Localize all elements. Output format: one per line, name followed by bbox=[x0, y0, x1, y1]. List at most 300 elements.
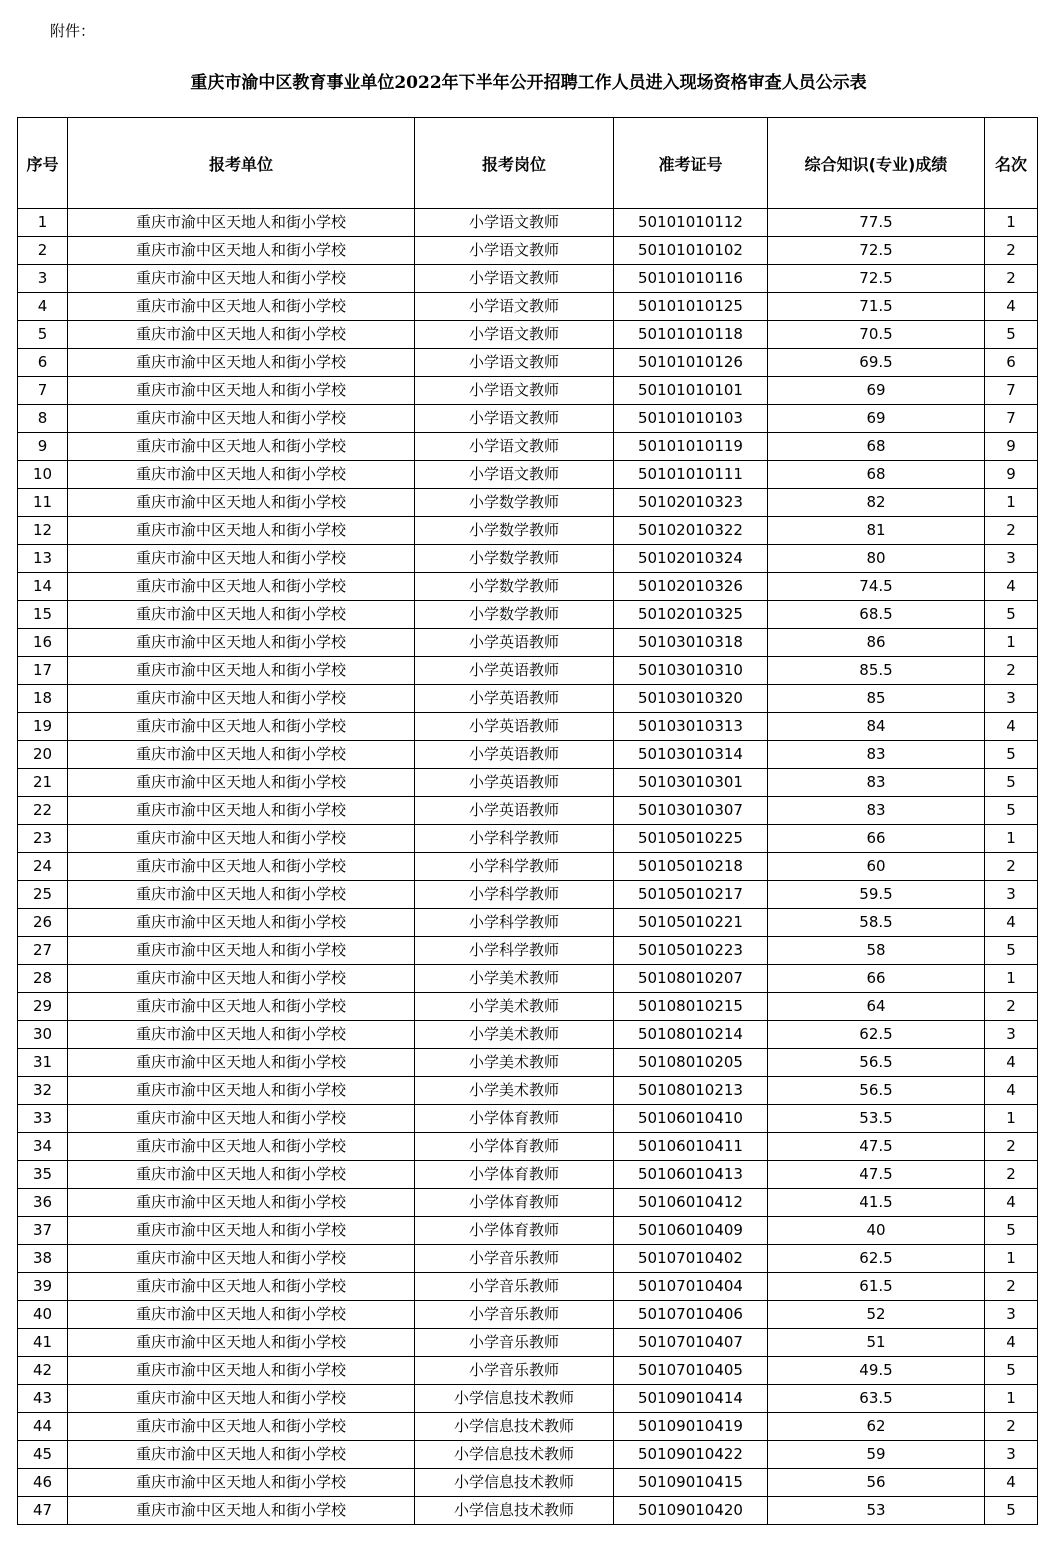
cell-unit: 重庆市渝中区天地人和街小学校 bbox=[68, 853, 415, 881]
cell-position: 小学数学教师 bbox=[415, 545, 614, 573]
cell-score: 62.5 bbox=[768, 1021, 985, 1049]
cell-rank: 4 bbox=[985, 293, 1038, 321]
cell-unit: 重庆市渝中区天地人和街小学校 bbox=[68, 1273, 415, 1301]
cell-ticket-number: 50105010217 bbox=[614, 881, 768, 909]
cell-rank: 7 bbox=[985, 405, 1038, 433]
table-row bbox=[18, 1301, 1038, 1329]
cell-ticket-number: 50102010326 bbox=[614, 573, 768, 601]
header-position: 报考岗位 bbox=[415, 118, 614, 209]
cell-position: 小学语文教师 bbox=[415, 209, 614, 237]
cell-score: 59 bbox=[768, 1441, 985, 1469]
cell-index: 28 bbox=[18, 965, 68, 993]
cell-index: 3 bbox=[18, 265, 68, 293]
cell-index: 16 bbox=[18, 629, 68, 657]
cell-position: 小学科学教师 bbox=[415, 853, 614, 881]
cell-position: 小学英语教师 bbox=[415, 657, 614, 685]
cell-ticket-number: 50101010103 bbox=[614, 405, 768, 433]
cell-index: 4 bbox=[18, 293, 68, 321]
cell-position: 小学体育教师 bbox=[415, 1105, 614, 1133]
table-row bbox=[18, 797, 1038, 825]
cell-score: 40 bbox=[768, 1217, 985, 1245]
header-index: 序号 bbox=[18, 118, 68, 209]
cell-unit: 重庆市渝中区天地人和街小学校 bbox=[68, 797, 415, 825]
cell-unit: 重庆市渝中区天地人和街小学校 bbox=[68, 1441, 415, 1469]
cell-ticket-number: 50106010412 bbox=[614, 1189, 768, 1217]
cell-position: 小学音乐教师 bbox=[415, 1357, 614, 1385]
cell-position: 小学语文教师 bbox=[415, 433, 614, 461]
cell-unit: 重庆市渝中区天地人和街小学校 bbox=[68, 601, 415, 629]
cell-position: 小学语文教师 bbox=[415, 237, 614, 265]
cell-ticket-number: 50109010414 bbox=[614, 1385, 768, 1413]
cell-ticket-number: 50106010410 bbox=[614, 1105, 768, 1133]
cell-ticket-number: 50106010411 bbox=[614, 1133, 768, 1161]
cell-ticket-number: 50108010214 bbox=[614, 1021, 768, 1049]
cell-score: 80 bbox=[768, 545, 985, 573]
cell-index: 27 bbox=[18, 937, 68, 965]
cell-score: 51 bbox=[768, 1329, 985, 1357]
cell-position: 小学英语教师 bbox=[415, 713, 614, 741]
cell-position: 小学英语教师 bbox=[415, 769, 614, 797]
cell-rank: 2 bbox=[985, 517, 1038, 545]
cell-rank: 2 bbox=[985, 1161, 1038, 1189]
cell-unit: 重庆市渝中区天地人和街小学校 bbox=[68, 1105, 415, 1133]
table-row bbox=[18, 321, 1038, 349]
cell-position: 小学音乐教师 bbox=[415, 1273, 614, 1301]
cell-rank: 2 bbox=[985, 237, 1038, 265]
cell-ticket-number: 50105010218 bbox=[614, 853, 768, 881]
table-row bbox=[18, 1469, 1038, 1497]
cell-ticket-number: 50102010322 bbox=[614, 517, 768, 545]
cell-score: 68 bbox=[768, 433, 985, 461]
cell-ticket-number: 50102010324 bbox=[614, 545, 768, 573]
table-row bbox=[18, 741, 1038, 769]
cell-rank: 1 bbox=[985, 489, 1038, 517]
cell-rank: 3 bbox=[985, 1441, 1038, 1469]
document-title: 重庆市渝中区教育事业单位2022年下半年公开招聘工作人员进入现场资格审查人员公示表 bbox=[190, 73, 867, 93]
table-row bbox=[18, 1189, 1038, 1217]
cell-unit: 重庆市渝中区天地人和街小学校 bbox=[68, 965, 415, 993]
cell-rank: 2 bbox=[985, 1133, 1038, 1161]
cell-position: 小学科学教师 bbox=[415, 937, 614, 965]
cell-rank: 3 bbox=[985, 1021, 1038, 1049]
cell-rank: 1 bbox=[985, 629, 1038, 657]
cell-position: 小学英语教师 bbox=[415, 741, 614, 769]
table-row bbox=[18, 1497, 1038, 1525]
cell-unit: 重庆市渝中区天地人和街小学校 bbox=[68, 825, 415, 853]
cell-ticket-number: 50101010112 bbox=[614, 209, 768, 237]
cell-position: 小学体育教师 bbox=[415, 1133, 614, 1161]
cell-unit: 重庆市渝中区天地人和街小学校 bbox=[68, 1245, 415, 1273]
cell-ticket-number: 50109010415 bbox=[614, 1469, 768, 1497]
cell-score: 83 bbox=[768, 797, 985, 825]
cell-position: 小学英语教师 bbox=[415, 797, 614, 825]
cell-ticket-number: 50109010422 bbox=[614, 1441, 768, 1469]
cell-rank: 2 bbox=[985, 993, 1038, 1021]
cell-ticket-number: 50102010323 bbox=[614, 489, 768, 517]
header-score: 综合知识(专业)成绩 bbox=[768, 118, 985, 209]
cell-index: 42 bbox=[18, 1357, 68, 1385]
table-row bbox=[18, 1441, 1038, 1469]
cell-unit: 重庆市渝中区天地人和街小学校 bbox=[68, 461, 415, 489]
cell-index: 20 bbox=[18, 741, 68, 769]
cell-index: 41 bbox=[18, 1329, 68, 1357]
cell-position: 小学美术教师 bbox=[415, 1077, 614, 1105]
table-row bbox=[18, 1161, 1038, 1189]
cell-unit: 重庆市渝中区天地人和街小学校 bbox=[68, 909, 415, 937]
cell-position: 小学体育教师 bbox=[415, 1161, 614, 1189]
table-row bbox=[18, 1105, 1038, 1133]
cell-ticket-number: 50108010205 bbox=[614, 1049, 768, 1077]
cell-score: 83 bbox=[768, 769, 985, 797]
cell-index: 8 bbox=[18, 405, 68, 433]
table-row bbox=[18, 1385, 1038, 1413]
header-ticket-number: 准考证号 bbox=[614, 118, 768, 209]
cell-index: 17 bbox=[18, 657, 68, 685]
cell-unit: 重庆市渝中区天地人和街小学校 bbox=[68, 433, 415, 461]
cell-ticket-number: 50107010402 bbox=[614, 1245, 768, 1273]
cell-unit: 重庆市渝中区天地人和街小学校 bbox=[68, 1301, 415, 1329]
cell-rank: 3 bbox=[985, 881, 1038, 909]
cell-position: 小学美术教师 bbox=[415, 1049, 614, 1077]
cell-score: 68.5 bbox=[768, 601, 985, 629]
cell-score: 72.5 bbox=[768, 265, 985, 293]
cell-score: 84 bbox=[768, 713, 985, 741]
cell-score: 85 bbox=[768, 685, 985, 713]
cell-ticket-number: 50101010119 bbox=[614, 433, 768, 461]
cell-rank: 5 bbox=[985, 1497, 1038, 1525]
cell-unit: 重庆市渝中区天地人和街小学校 bbox=[68, 1217, 415, 1245]
cell-ticket-number: 50105010223 bbox=[614, 937, 768, 965]
table-row bbox=[18, 1245, 1038, 1273]
cell-score: 72.5 bbox=[768, 237, 985, 265]
cell-unit: 重庆市渝中区天地人和街小学校 bbox=[68, 209, 415, 237]
cell-position: 小学信息技术教师 bbox=[415, 1497, 614, 1525]
cell-score: 69 bbox=[768, 377, 985, 405]
header-rank: 名次 bbox=[985, 118, 1038, 209]
cell-unit: 重庆市渝中区天地人和街小学校 bbox=[68, 1189, 415, 1217]
table-row bbox=[18, 489, 1038, 517]
cell-unit: 重庆市渝中区天地人和街小学校 bbox=[68, 489, 415, 517]
cell-index: 9 bbox=[18, 433, 68, 461]
cell-score: 86 bbox=[768, 629, 985, 657]
cell-ticket-number: 50101010102 bbox=[614, 237, 768, 265]
cell-rank: 3 bbox=[985, 545, 1038, 573]
cell-rank: 3 bbox=[985, 685, 1038, 713]
cell-rank: 1 bbox=[985, 1105, 1038, 1133]
cell-rank: 5 bbox=[985, 769, 1038, 797]
cell-score: 83 bbox=[768, 741, 985, 769]
cell-index: 6 bbox=[18, 349, 68, 377]
cell-unit: 重庆市渝中区天地人和街小学校 bbox=[68, 1161, 415, 1189]
cell-rank: 4 bbox=[985, 1469, 1038, 1497]
cell-index: 32 bbox=[18, 1077, 68, 1105]
table-row bbox=[18, 769, 1038, 797]
cell-score: 59.5 bbox=[768, 881, 985, 909]
cell-score: 61.5 bbox=[768, 1273, 985, 1301]
cell-score: 56.5 bbox=[768, 1049, 985, 1077]
cell-ticket-number: 50109010419 bbox=[614, 1413, 768, 1441]
cell-score: 68 bbox=[768, 461, 985, 489]
cell-index: 47 bbox=[18, 1497, 68, 1525]
cell-score: 47.5 bbox=[768, 1161, 985, 1189]
cell-rank: 1 bbox=[985, 965, 1038, 993]
cell-score: 69 bbox=[768, 405, 985, 433]
cell-index: 35 bbox=[18, 1161, 68, 1189]
cell-position: 小学音乐教师 bbox=[415, 1245, 614, 1273]
cell-index: 2 bbox=[18, 237, 68, 265]
cell-score: 69.5 bbox=[768, 349, 985, 377]
cell-position: 小学科学教师 bbox=[415, 825, 614, 853]
cell-score: 64 bbox=[768, 993, 985, 1021]
table-row bbox=[18, 1077, 1038, 1105]
cell-index: 7 bbox=[18, 377, 68, 405]
cell-ticket-number: 50109010420 bbox=[614, 1497, 768, 1525]
table-row bbox=[18, 1217, 1038, 1245]
cell-position: 小学体育教师 bbox=[415, 1189, 614, 1217]
cell-score: 81 bbox=[768, 517, 985, 545]
cell-score: 85.5 bbox=[768, 657, 985, 685]
cell-index: 39 bbox=[18, 1273, 68, 1301]
cell-index: 29 bbox=[18, 993, 68, 1021]
table-row bbox=[18, 209, 1038, 237]
cell-unit: 重庆市渝中区天地人和街小学校 bbox=[68, 237, 415, 265]
table-row bbox=[18, 685, 1038, 713]
cell-unit: 重庆市渝中区天地人和街小学校 bbox=[68, 377, 415, 405]
cell-rank: 4 bbox=[985, 573, 1038, 601]
cell-ticket-number: 50101010118 bbox=[614, 321, 768, 349]
cell-position: 小学数学教师 bbox=[415, 601, 614, 629]
cell-index: 37 bbox=[18, 1217, 68, 1245]
cell-index: 13 bbox=[18, 545, 68, 573]
cell-unit: 重庆市渝中区天地人和街小学校 bbox=[68, 713, 415, 741]
cell-rank: 4 bbox=[985, 713, 1038, 741]
cell-position: 小学信息技术教师 bbox=[415, 1385, 614, 1413]
cell-unit: 重庆市渝中区天地人和街小学校 bbox=[68, 685, 415, 713]
cell-unit: 重庆市渝中区天地人和街小学校 bbox=[68, 1133, 415, 1161]
cell-ticket-number: 50106010413 bbox=[614, 1161, 768, 1189]
cell-ticket-number: 50101010101 bbox=[614, 377, 768, 405]
cell-rank: 5 bbox=[985, 321, 1038, 349]
cell-unit: 重庆市渝中区天地人和街小学校 bbox=[68, 1497, 415, 1525]
cell-score: 62.5 bbox=[768, 1245, 985, 1273]
cell-rank: 2 bbox=[985, 657, 1038, 685]
table-row bbox=[18, 461, 1038, 489]
cell-rank: 5 bbox=[985, 937, 1038, 965]
table-row bbox=[18, 853, 1038, 881]
cell-rank: 5 bbox=[985, 1217, 1038, 1245]
cell-ticket-number: 50105010225 bbox=[614, 825, 768, 853]
table-row bbox=[18, 349, 1038, 377]
cell-score: 62 bbox=[768, 1413, 985, 1441]
cell-index: 1 bbox=[18, 209, 68, 237]
cell-position: 小学语文教师 bbox=[415, 265, 614, 293]
cell-rank: 1 bbox=[985, 825, 1038, 853]
cell-ticket-number: 50103010307 bbox=[614, 797, 768, 825]
cell-position: 小学数学教师 bbox=[415, 489, 614, 517]
cell-position: 小学语文教师 bbox=[415, 461, 614, 489]
cell-unit: 重庆市渝中区天地人和街小学校 bbox=[68, 405, 415, 433]
cell-ticket-number: 50107010404 bbox=[614, 1273, 768, 1301]
cell-unit: 重庆市渝中区天地人和街小学校 bbox=[68, 1077, 415, 1105]
cell-ticket-number: 50105010221 bbox=[614, 909, 768, 937]
table-row bbox=[18, 545, 1038, 573]
cell-score: 49.5 bbox=[768, 1357, 985, 1385]
cell-ticket-number: 50107010406 bbox=[614, 1301, 768, 1329]
cell-index: 18 bbox=[18, 685, 68, 713]
cell-unit: 重庆市渝中区天地人和街小学校 bbox=[68, 1021, 415, 1049]
cell-score: 41.5 bbox=[768, 1189, 985, 1217]
cell-index: 5 bbox=[18, 321, 68, 349]
cell-index: 24 bbox=[18, 853, 68, 881]
table-row bbox=[18, 1357, 1038, 1385]
cell-index: 40 bbox=[18, 1301, 68, 1329]
cell-score: 63.5 bbox=[768, 1385, 985, 1413]
table-row bbox=[18, 1133, 1038, 1161]
cell-index: 25 bbox=[18, 881, 68, 909]
table-row bbox=[18, 993, 1038, 1021]
table-row bbox=[18, 265, 1038, 293]
cell-ticket-number: 50103010320 bbox=[614, 685, 768, 713]
cell-ticket-number: 50108010207 bbox=[614, 965, 768, 993]
cell-ticket-number: 50101010116 bbox=[614, 265, 768, 293]
header-unit: 报考单位 bbox=[68, 118, 415, 209]
cell-rank: 4 bbox=[985, 1189, 1038, 1217]
cell-position: 小学体育教师 bbox=[415, 1217, 614, 1245]
cell-score: 53 bbox=[768, 1497, 985, 1525]
cell-index: 33 bbox=[18, 1105, 68, 1133]
cell-score: 82 bbox=[768, 489, 985, 517]
cell-position: 小学语文教师 bbox=[415, 349, 614, 377]
cell-position: 小学信息技术教师 bbox=[415, 1469, 614, 1497]
table-row bbox=[18, 909, 1038, 937]
cell-index: 30 bbox=[18, 1021, 68, 1049]
cell-position: 小学科学教师 bbox=[415, 909, 614, 937]
cell-unit: 重庆市渝中区天地人和街小学校 bbox=[68, 1357, 415, 1385]
cell-rank: 4 bbox=[985, 909, 1038, 937]
cell-position: 小学信息技术教师 bbox=[415, 1441, 614, 1469]
cell-rank: 5 bbox=[985, 741, 1038, 769]
cell-index: 43 bbox=[18, 1385, 68, 1413]
cell-rank: 9 bbox=[985, 433, 1038, 461]
cell-ticket-number: 50103010318 bbox=[614, 629, 768, 657]
cell-ticket-number: 50102010325 bbox=[614, 601, 768, 629]
table-row bbox=[18, 825, 1038, 853]
cell-ticket-number: 50107010405 bbox=[614, 1357, 768, 1385]
cell-index: 38 bbox=[18, 1245, 68, 1273]
cell-unit: 重庆市渝中区天地人和街小学校 bbox=[68, 349, 415, 377]
cell-unit: 重庆市渝中区天地人和街小学校 bbox=[68, 629, 415, 657]
cell-position: 小学美术教师 bbox=[415, 993, 614, 1021]
cell-index: 21 bbox=[18, 769, 68, 797]
cell-unit: 重庆市渝中区天地人和街小学校 bbox=[68, 657, 415, 685]
table-row bbox=[18, 293, 1038, 321]
attachment-label: 附件： bbox=[50, 22, 96, 40]
cell-score: 70.5 bbox=[768, 321, 985, 349]
cell-rank: 5 bbox=[985, 1357, 1038, 1385]
table-row bbox=[18, 629, 1038, 657]
cell-score: 56.5 bbox=[768, 1077, 985, 1105]
cell-position: 小学数学教师 bbox=[415, 517, 614, 545]
cell-ticket-number: 50101010126 bbox=[614, 349, 768, 377]
cell-score: 53.5 bbox=[768, 1105, 985, 1133]
cell-rank: 9 bbox=[985, 461, 1038, 489]
table-row bbox=[18, 573, 1038, 601]
cell-score: 47.5 bbox=[768, 1133, 985, 1161]
cell-index: 46 bbox=[18, 1469, 68, 1497]
cell-rank: 2 bbox=[985, 1273, 1038, 1301]
cell-unit: 重庆市渝中区天地人和街小学校 bbox=[68, 545, 415, 573]
table-row bbox=[18, 601, 1038, 629]
cell-ticket-number: 50106010409 bbox=[614, 1217, 768, 1245]
cell-position: 小学语文教师 bbox=[415, 293, 614, 321]
cell-rank: 7 bbox=[985, 377, 1038, 405]
cell-index: 15 bbox=[18, 601, 68, 629]
cell-index: 19 bbox=[18, 713, 68, 741]
cell-ticket-number: 50103010301 bbox=[614, 769, 768, 797]
cell-rank: 4 bbox=[985, 1077, 1038, 1105]
cell-ticket-number: 50103010310 bbox=[614, 657, 768, 685]
table-row bbox=[18, 1413, 1038, 1441]
cell-index: 12 bbox=[18, 517, 68, 545]
cell-index: 10 bbox=[18, 461, 68, 489]
cell-score: 77.5 bbox=[768, 209, 985, 237]
table-row bbox=[18, 1021, 1038, 1049]
cell-score: 52 bbox=[768, 1301, 985, 1329]
cell-rank: 6 bbox=[985, 349, 1038, 377]
cell-ticket-number: 50108010215 bbox=[614, 993, 768, 1021]
cell-rank: 1 bbox=[985, 1245, 1038, 1273]
table-row bbox=[18, 1049, 1038, 1077]
cell-ticket-number: 50101010125 bbox=[614, 293, 768, 321]
cell-ticket-number: 50103010314 bbox=[614, 741, 768, 769]
cell-score: 74.5 bbox=[768, 573, 985, 601]
cell-unit: 重庆市渝中区天地人和街小学校 bbox=[68, 1329, 415, 1357]
cell-index: 45 bbox=[18, 1441, 68, 1469]
cell-position: 小学语文教师 bbox=[415, 321, 614, 349]
cell-index: 34 bbox=[18, 1133, 68, 1161]
table-body bbox=[18, 209, 1038, 1525]
cell-index: 44 bbox=[18, 1413, 68, 1441]
table-row bbox=[18, 937, 1038, 965]
cell-rank: 2 bbox=[985, 1413, 1038, 1441]
cell-unit: 重庆市渝中区天地人和街小学校 bbox=[68, 573, 415, 601]
table-row bbox=[18, 965, 1038, 993]
cell-rank: 1 bbox=[985, 1385, 1038, 1413]
cell-position: 小学音乐教师 bbox=[415, 1329, 614, 1357]
candidate-table bbox=[17, 117, 1038, 1525]
table-row bbox=[18, 377, 1038, 405]
cell-index: 11 bbox=[18, 489, 68, 517]
table-row bbox=[18, 1273, 1038, 1301]
table-row bbox=[18, 237, 1038, 265]
cell-score: 66 bbox=[768, 965, 985, 993]
cell-index: 26 bbox=[18, 909, 68, 937]
cell-position: 小学美术教师 bbox=[415, 965, 614, 993]
cell-unit: 重庆市渝中区天地人和街小学校 bbox=[68, 265, 415, 293]
cell-score: 58 bbox=[768, 937, 985, 965]
table-header-row bbox=[18, 118, 1038, 209]
cell-ticket-number: 50101010111 bbox=[614, 461, 768, 489]
cell-position: 小学英语教师 bbox=[415, 685, 614, 713]
table-row bbox=[18, 1329, 1038, 1357]
cell-rank: 5 bbox=[985, 797, 1038, 825]
cell-score: 71.5 bbox=[768, 293, 985, 321]
cell-ticket-number: 50107010407 bbox=[614, 1329, 768, 1357]
cell-unit: 重庆市渝中区天地人和街小学校 bbox=[68, 881, 415, 909]
cell-index: 14 bbox=[18, 573, 68, 601]
cell-unit: 重庆市渝中区天地人和街小学校 bbox=[68, 993, 415, 1021]
cell-unit: 重庆市渝中区天地人和街小学校 bbox=[68, 937, 415, 965]
